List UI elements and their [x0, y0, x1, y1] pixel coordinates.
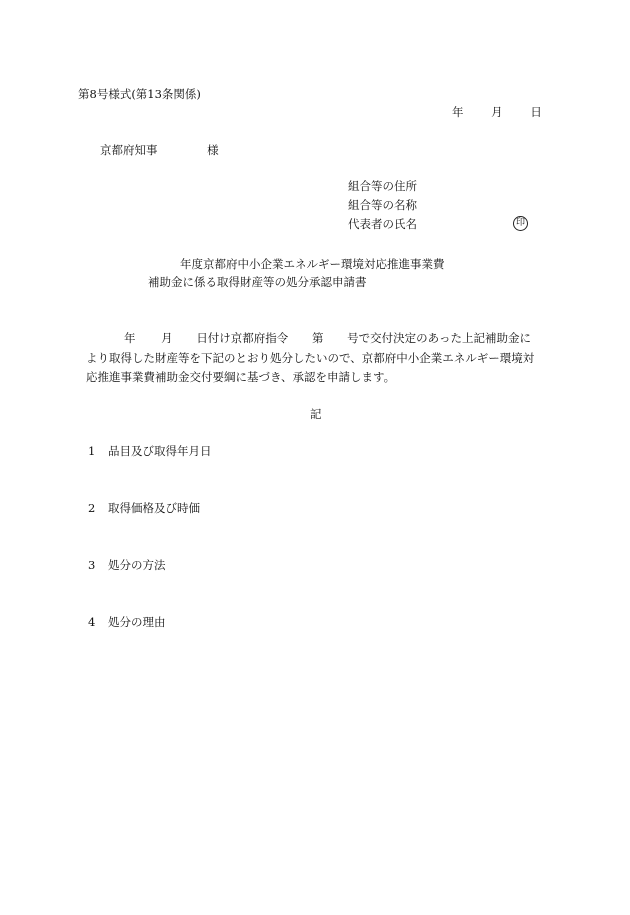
- item-1-label: 品目及び取得年月日: [108, 444, 212, 458]
- item-1: [88, 443, 212, 459]
- body-line-1: [124, 330, 531, 346]
- item-3: [88, 557, 166, 573]
- item-2-number: 2: [88, 501, 96, 515]
- date-day: 日: [530, 105, 542, 119]
- item-4-number: 4: [88, 615, 96, 629]
- item-1-number: 1: [88, 444, 96, 458]
- addressee-name: 京都府知事: [100, 143, 158, 157]
- date-line: [452, 104, 542, 120]
- title-line-1: 年度京都府中小企業エネルギー環境対応推進事業費: [180, 257, 445, 271]
- date-month: 月: [491, 105, 503, 119]
- body-month: 月: [161, 331, 173, 345]
- body-dai: 第: [311, 331, 324, 345]
- applicant-rep-label: 代表者の氏名: [348, 217, 417, 231]
- item-3-number: 3: [88, 558, 96, 572]
- item-2: [88, 500, 200, 516]
- title-line-2: 補助金に係る取得財産等の処分承認申請書: [148, 275, 367, 289]
- ki-heading: 記: [310, 407, 322, 421]
- body-line-3: 応推進事業費補助金交付要綱に基づき、承認を申請します。: [86, 370, 396, 384]
- addressee-line: [100, 142, 219, 158]
- applicant-name-label: 組合等の名称: [348, 198, 417, 212]
- body-date-text: 日付け京都府指令: [196, 331, 289, 345]
- addressee-honorific: 様: [207, 143, 219, 157]
- form-number: 第8号様式(第13条関係): [78, 87, 201, 101]
- item-3-label: 処分の方法: [108, 558, 166, 572]
- item-4: [88, 614, 166, 630]
- item-4-label: 処分の理由: [108, 615, 166, 629]
- body-rest: 号で交付決定のあった上記補助金に: [347, 331, 532, 345]
- body-year: 年: [124, 331, 136, 345]
- seal-mark: 印: [513, 216, 528, 231]
- body-line-2: より取得した財産等を下記のとおり処分したいので、京都府中小企業エネルギー環境対: [86, 351, 535, 365]
- item-2-label: 取得価格及び時価: [108, 501, 200, 515]
- applicant-address-label: 組合等の住所: [348, 179, 417, 193]
- date-year: 年: [452, 105, 464, 119]
